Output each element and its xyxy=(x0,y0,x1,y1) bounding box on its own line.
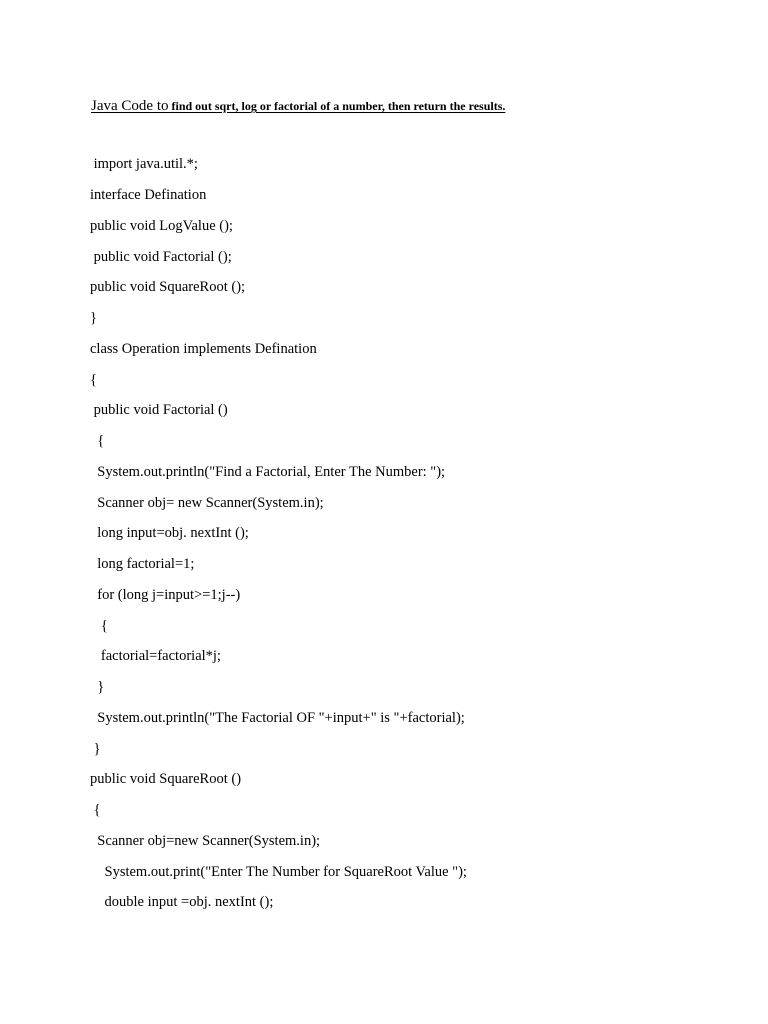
code-line: class Operation implements Defination xyxy=(90,341,317,357)
code-line: public void LogValue (); xyxy=(90,218,233,234)
code-line: factorial=factorial*j; xyxy=(90,648,221,664)
code-line: } xyxy=(90,741,101,757)
code-line: long factorial=1; xyxy=(90,556,195,572)
code-line: System.out.println("The Factorial OF "+input+" is "+factorial); xyxy=(90,710,465,726)
code-line: public void Factorial () xyxy=(90,402,228,418)
code-line: interface Defination xyxy=(90,187,207,203)
code-line: double input =obj. nextInt (); xyxy=(90,894,274,910)
code-line: for (long j=input>=1;j--) xyxy=(90,587,241,603)
code-line: System.out.println("Find a Factorial, Enter The Number: "); xyxy=(90,464,446,480)
code-line: public void SquareRoot () xyxy=(90,771,242,787)
code-line: import java.util.*; xyxy=(90,156,198,172)
code-line: { xyxy=(90,372,97,388)
document-title-rest: find out sqrt, log or factorial of a number, then return the results. xyxy=(168,99,506,113)
code-line: } xyxy=(90,310,97,326)
code-line: Scanner obj= new Scanner(System.in); xyxy=(90,495,324,511)
code-line: { xyxy=(90,618,108,634)
code-line: { xyxy=(90,433,105,449)
document-title xyxy=(91,97,505,115)
code-line: { xyxy=(90,802,101,818)
code-line: long input=obj. nextInt (); xyxy=(90,525,249,541)
code-line: public void SquareRoot (); xyxy=(90,279,246,295)
code-line: System.out.print("Enter The Number for SquareRoot Value "); xyxy=(90,864,467,880)
code-line: } xyxy=(90,679,105,695)
document-title-lead: Java Code to xyxy=(91,98,169,114)
code-line: public void Factorial (); xyxy=(90,249,232,265)
code-line: Scanner obj=new Scanner(System.in); xyxy=(90,833,321,849)
